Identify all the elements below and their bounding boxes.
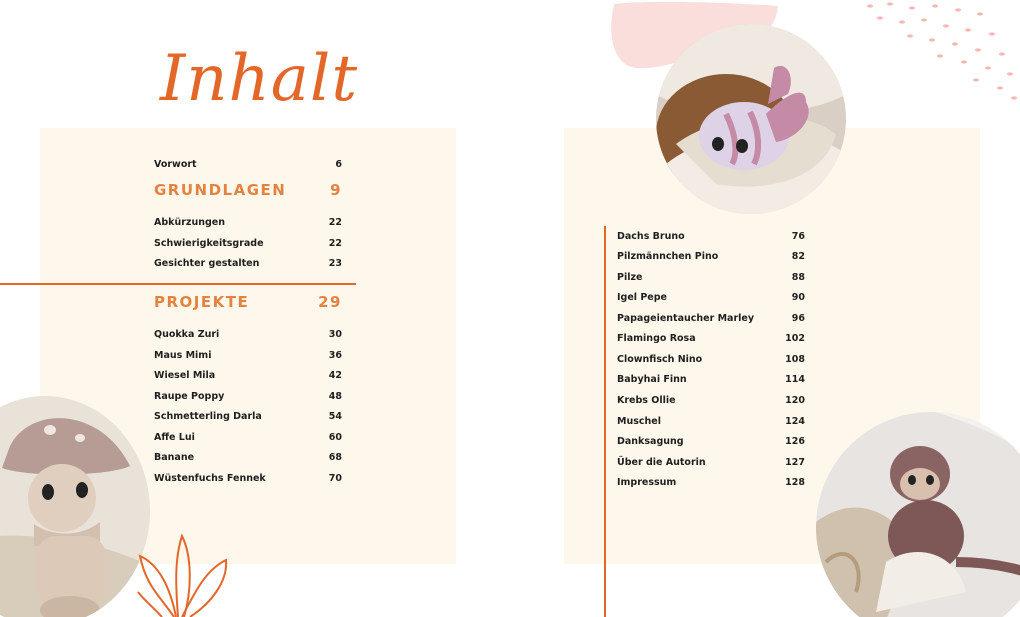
toc-entry[interactable] [617,272,805,283]
toc-section-projekte[interactable] [154,293,342,311]
toc-entry-label: Schwierigkeitsgrade [154,238,264,249]
toc-section-page: 9 [330,181,342,199]
toc-section-label: GRUNDLAGEN [154,181,287,199]
section-divider-line [0,283,356,285]
pink-dot-pattern [860,0,1020,105]
toc-entry-page: 76 [791,231,805,242]
toc-entry-page: 36 [328,350,342,361]
toc-entry-label: Über die Autorin [617,457,706,468]
toc-entry[interactable] [154,238,342,249]
toc-entry-label: Flamingo Rosa [617,333,696,344]
toc-entry[interactable] [154,350,342,361]
toc-entry-label: Raupe Poppy [154,391,225,402]
toc-entry-label: Krebs Ollie [617,395,676,406]
toc-entry-label: Clownfisch Nino [617,354,703,365]
leaf-line-drawing [136,530,232,617]
toc-entry-page: 6 [335,159,342,170]
toc-entry-label: Wiesel Mila [154,370,216,381]
toc-entry[interactable] [617,313,805,324]
toc-entry-label: Igel Pepe [617,292,667,303]
toc-entry[interactable] [617,416,805,427]
toc-entry-page: 120 [785,395,805,406]
toc-entry-page: 128 [785,477,805,488]
toc-entry-label: Maus Mimi [154,350,212,361]
toc-entry-page: 96 [791,313,805,324]
toc-entry-page: 124 [785,416,805,427]
toc-entry-label: Muschel [617,416,661,427]
toc-entry[interactable] [617,292,805,303]
toc-section-grundlagen[interactable] [154,181,342,199]
toc-entry-page: 82 [791,251,805,262]
toc-entry[interactable] [617,231,805,242]
toc-entry-page: 22 [328,238,342,249]
toc-entry[interactable] [617,333,805,344]
toc-entry-label: Affe Lui [154,432,195,443]
toc-entry[interactable] [154,411,342,422]
toc-section-page: 29 [318,293,342,311]
toc-section-label: PROJEKTE [154,293,250,311]
toc-entry-label: Quokka Zuri [154,329,220,340]
toc-entry[interactable] [617,395,805,406]
toc-entry[interactable] [154,370,342,381]
toc-entry-page: 126 [785,436,805,447]
toc-entry[interactable] [617,436,805,447]
toc-entry-page: 23 [328,258,342,269]
toc-entry[interactable] [617,457,805,468]
toc-entry-label: Danksagung [617,436,684,447]
photo-crochet-fish [656,24,846,214]
toc-entry-label: Papageientaucher Marley [617,313,755,324]
toc-entry-page: 108 [785,354,805,365]
toc-entry-page: 114 [785,374,805,385]
toc-entry-page: 42 [328,370,342,381]
toc-entry-page: 68 [328,452,342,463]
toc-entry-label: Gesichter gestalten [154,258,260,269]
toc-entry-label: Babyhai Finn [617,374,687,385]
toc-entry-page: 70 [328,473,342,484]
vertical-divider-line [604,226,606,617]
toc-entry-label: Wüstenfuchs Fennek [154,473,266,484]
toc-entry[interactable] [617,477,805,488]
toc-entry-label: Vorwort [154,159,197,170]
toc-entry[interactable] [617,354,805,365]
toc-entry-page: 48 [328,391,342,402]
toc-entry[interactable] [154,432,342,443]
toc-entry[interactable] [617,251,805,262]
toc-entry[interactable] [154,391,342,402]
toc-entry-page: 102 [785,333,805,344]
toc-entry-page: 90 [791,292,805,303]
toc-entry-page: 30 [328,329,342,340]
toc-entry-page: 22 [328,217,342,228]
toc-entry[interactable] [154,329,342,340]
toc-entry-label: Dachs Bruno [617,231,685,242]
toc-entry[interactable] [154,258,342,269]
toc-entry-label: Pilzmännchen Pino [617,251,719,262]
toc-entry[interactable] [154,473,342,484]
toc-entry-page: 127 [785,457,805,468]
toc-entry-label: Impressum [617,477,677,488]
toc-entry-label: Banane [154,452,195,463]
toc-entry-page: 54 [328,411,342,422]
toc-entry-label: Abkürzungen [154,217,225,228]
toc-entry[interactable] [617,374,805,385]
page-title: Inhalt [160,42,359,116]
toc-entry-label: Pilze [617,272,643,283]
toc-entry[interactable] [154,452,342,463]
toc-entry[interactable] [154,217,342,228]
toc-entry-label: Schmetterling Darla [154,411,262,422]
toc-entry-vorwort[interactable] [154,159,342,170]
toc-entry-page: 88 [791,272,805,283]
toc-entry-page: 60 [328,432,342,443]
